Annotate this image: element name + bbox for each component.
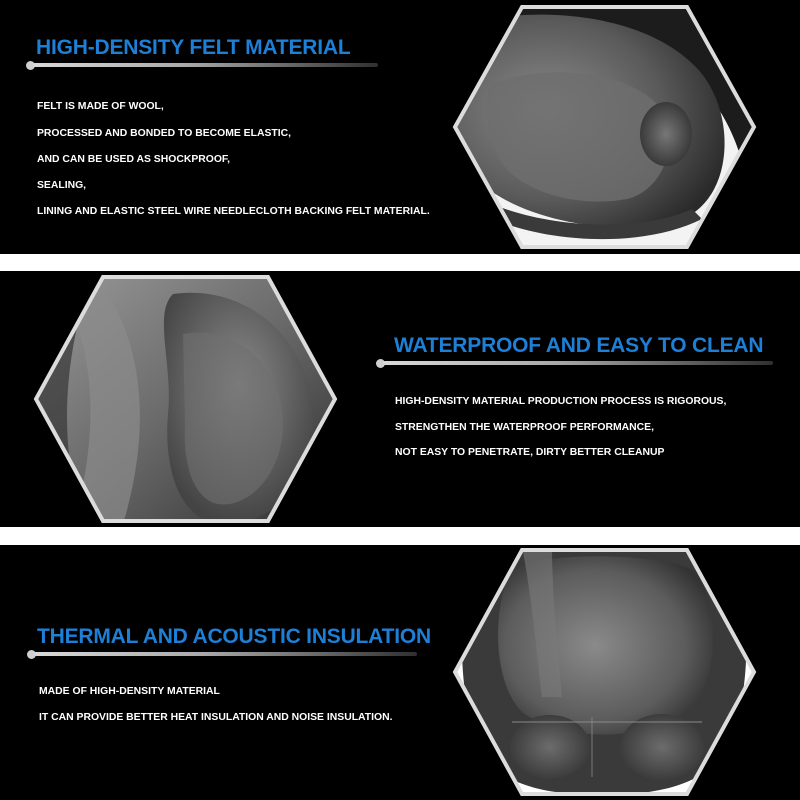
- body-line: IT CAN PROVIDE BETTER HEAT INSULATION AND NOISE INSULATION.: [39, 712, 393, 723]
- body-line: STRENGTHEN THE WATERPROOF PERFORMANCE,: [395, 422, 654, 433]
- product-photo-insole-closeup: [33, 274, 338, 524]
- body-line: FELT IS MADE OF WOOL,: [37, 101, 164, 112]
- heading-rule: [383, 361, 773, 365]
- body-line: LINING AND ELASTIC STEEL WIRE NEEDLECLOTH BACKING FELT MATERIAL.: [37, 206, 430, 217]
- body-line: MADE OF HIGH-DENSITY MATERIAL: [39, 686, 220, 697]
- section-waterproof: [0, 271, 800, 527]
- section-heading: WATERPROOF AND EASY TO CLEAN: [394, 334, 764, 357]
- body-line: HIGH-DENSITY MATERIAL PRODUCTION PROCESS IS RIGOROUS,: [395, 396, 727, 407]
- product-photo-insole-heel: [452, 4, 757, 250]
- section-heading: HIGH-DENSITY FELT MATERIAL: [36, 36, 351, 59]
- section-heading: THERMAL AND ACOUSTIC INSULATION: [37, 625, 431, 648]
- body-line: NOT EASY TO PENETRATE, DIRTY BETTER CLEANUP: [395, 447, 665, 458]
- heading-rule: [34, 652, 417, 656]
- body-line: SEALING,: [37, 180, 87, 191]
- body-line: PROCESSED AND BONDED TO BECOME ELASTIC,: [37, 128, 292, 139]
- section-thermal-acoustic: [0, 545, 800, 800]
- section-felt-material: [0, 0, 800, 254]
- product-photo-insole-bottom: [452, 547, 757, 797]
- body-line: AND CAN BE USED AS SHOCKPROOF,: [37, 154, 231, 165]
- heading-rule: [33, 63, 378, 67]
